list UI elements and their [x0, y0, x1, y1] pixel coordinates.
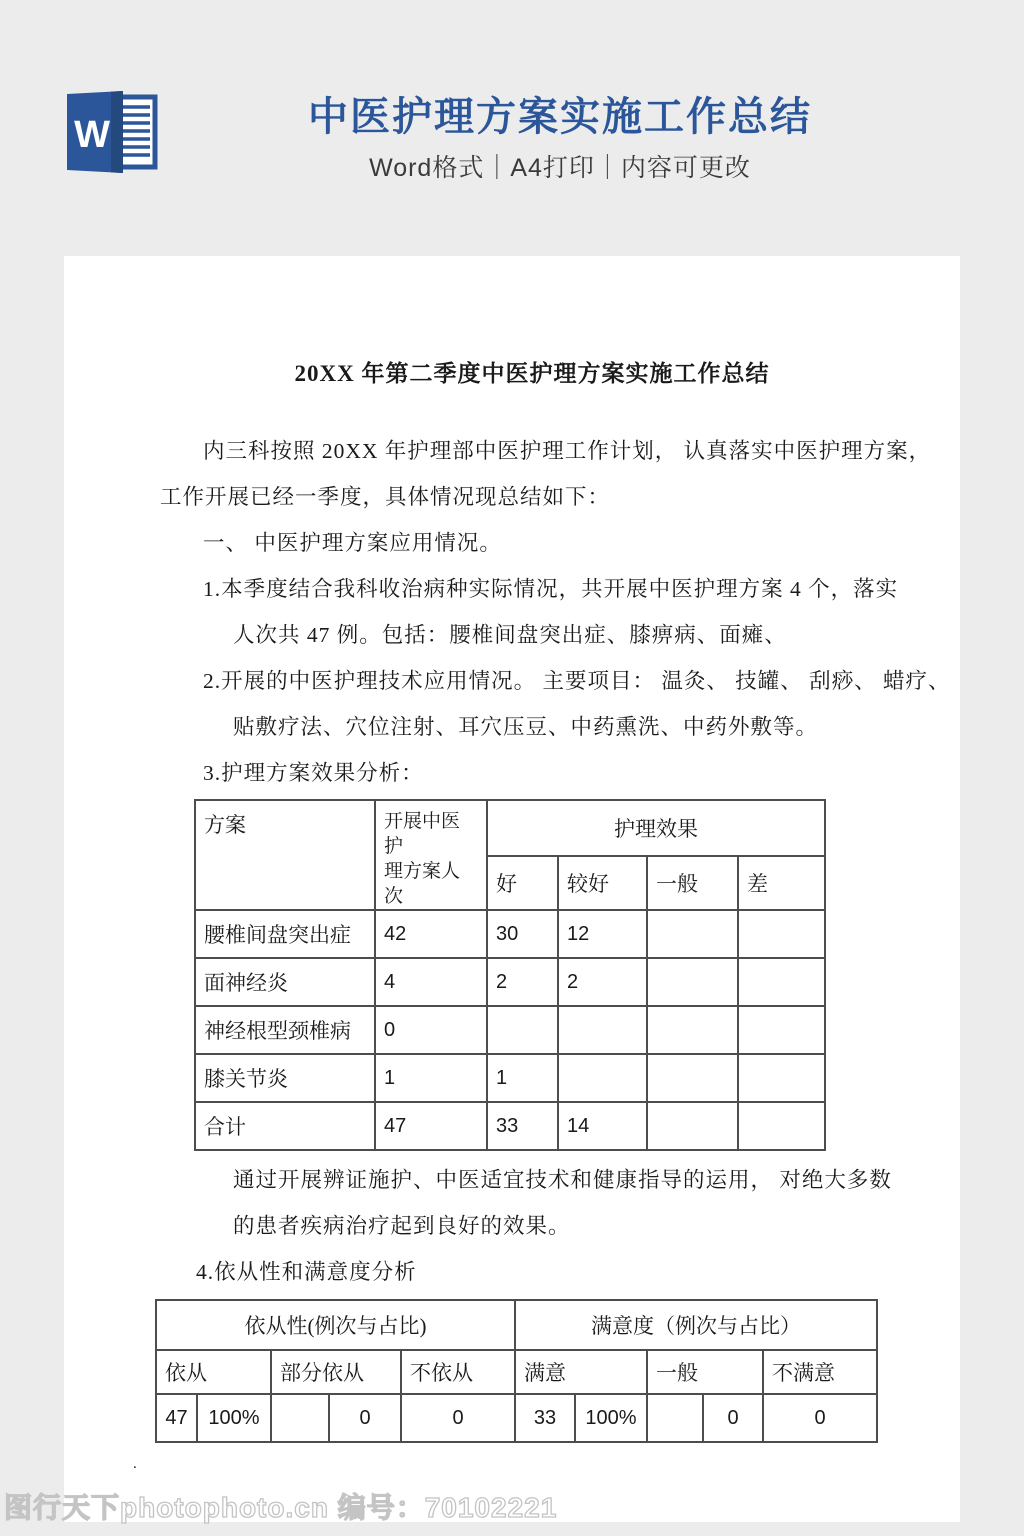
table-header-row [195, 800, 825, 856]
section-heading: 一、 中医护理方案应用情况。 [203, 531, 502, 555]
table-cell: 47 [156, 1394, 197, 1442]
header [96, 93, 1024, 183]
table-cell [647, 1102, 738, 1150]
table-cell [647, 1394, 703, 1442]
table-cell: 47 [375, 1102, 487, 1150]
table-header-cell: 依从性(例次与占比) [156, 1300, 515, 1350]
table-cell [647, 1006, 738, 1054]
paragraph-line: 人次共 47 例。包括：腰椎间盘突出症、膝痹病、面瘫、 [233, 623, 787, 647]
document-content [64, 256, 960, 1472]
table-cell: 100% [197, 1394, 271, 1442]
table-cell: 1 [375, 1054, 487, 1102]
table-row [195, 1006, 825, 1054]
header-line: 理方案人次 [384, 861, 461, 907]
table-cell: 合计 [195, 1102, 375, 1150]
document-title: 20XX 年第二季度中医护理方案实施工作总结 [294, 361, 770, 386]
table-header-cell: 好 [487, 856, 558, 910]
compliance-satisfaction-table [155, 1299, 878, 1443]
paragraph-line: 1.本季度结合我科收治病种实际情况，共开展中医护理方案 4 个，落实 [203, 577, 899, 601]
table-row [156, 1394, 877, 1442]
table-cell [558, 1054, 647, 1102]
table-cell [647, 910, 738, 958]
word-icon-letter: W [74, 114, 110, 156]
table-header-cell: 依从 [156, 1350, 271, 1394]
table-cell [558, 1006, 647, 1054]
table-cell: 33 [487, 1102, 558, 1150]
effect-analysis-table [194, 799, 826, 1151]
table-cell: 100% [575, 1394, 647, 1442]
table-header-cell: 满意度（例次与占比） [515, 1300, 877, 1350]
table-header-cell: 部分依从 [271, 1350, 401, 1394]
table-cell: 0 [329, 1394, 401, 1442]
table-subheader-row [156, 1350, 877, 1394]
table-cell: 1 [487, 1054, 558, 1102]
table-cell: 腰椎间盘突出症 [195, 910, 375, 958]
table-row [195, 1102, 825, 1150]
table-cell [487, 1006, 558, 1054]
paragraph-line: 贴敷疗法、穴位注射、耳穴压豆、中药熏洗、中药外敷等。 [233, 715, 819, 739]
table-row [195, 910, 825, 958]
table-header-cell: 不依从 [401, 1350, 515, 1394]
table-cell: 0 [401, 1394, 515, 1442]
table-cell: 14 [558, 1102, 647, 1150]
table-cell: 0 [703, 1394, 763, 1442]
site-watermark: 图行天下photophoto.cn 编号：70102221 [4, 1492, 558, 1523]
paragraph-line: 内三科按照 20XX 年护理部中医护理工作计划， 认真落实中医护理方案， [203, 439, 932, 463]
table-cell: 33 [515, 1394, 575, 1442]
table-cell [647, 958, 738, 1006]
table-cell [738, 1054, 825, 1102]
table-cell: 面神经炎 [195, 958, 375, 1006]
table-cell: 2 [558, 958, 647, 1006]
table-header-row [156, 1300, 877, 1350]
table-cell: 2 [487, 958, 558, 1006]
paragraph-line: 3.护理方案效果分析： [203, 761, 424, 785]
table-header-cell: 不满意 [763, 1350, 877, 1394]
page-subtitle: Word格式｜A4打印｜内容可更改 [369, 154, 751, 182]
table-header-cell: 护理效果 [487, 800, 825, 856]
table-header-cell: 方案 [195, 800, 375, 910]
paragraph-line: 的患者疾病治疗起到良好的效果。 [233, 1214, 571, 1238]
header-line: 开展中医护 [384, 811, 461, 857]
page-title: 中医护理方案实施工作总结 [308, 95, 812, 139]
paragraph-line: 通过开展辨证施护、中医适宜技术和健康指导的运用， 对绝大多数 [233, 1168, 892, 1192]
document-page [64, 256, 960, 1522]
table-header-cell: 差 [738, 856, 825, 910]
paragraph-line: 工作开展已经一季度，具体情况现总结如下： [160, 485, 611, 509]
table-cell: 神经根型颈椎病 [195, 1006, 375, 1054]
table-cell: 0 [763, 1394, 877, 1442]
table-header-cell [375, 800, 487, 910]
table-header-cell: 一般 [647, 1350, 763, 1394]
table-cell [647, 1054, 738, 1102]
table-cell: 30 [487, 910, 558, 958]
table-header-cell: 较好 [558, 856, 647, 910]
table-cell [738, 958, 825, 1006]
table-cell [738, 1102, 825, 1150]
stray-period-mark: . [133, 1456, 137, 1472]
paragraph-line: 2.开展的中医护理技术应用情况。 主要项目： 温灸、 技罐、 刮痧、 蜡疗、 [203, 669, 951, 693]
table-row [195, 958, 825, 1006]
table-row [195, 1054, 825, 1102]
table-cell: 0 [375, 1006, 487, 1054]
table-cell: 42 [375, 910, 487, 958]
table-cell [271, 1394, 329, 1442]
table-cell [738, 1006, 825, 1054]
table-header-cell: 满意 [515, 1350, 647, 1394]
table-cell: 12 [558, 910, 647, 958]
table-cell: 膝关节炎 [195, 1054, 375, 1102]
table-cell: 4 [375, 958, 487, 1006]
table-cell [738, 910, 825, 958]
section-heading: 4.依从性和满意度分析 [196, 1260, 417, 1284]
table-header-cell: 一般 [647, 856, 738, 910]
